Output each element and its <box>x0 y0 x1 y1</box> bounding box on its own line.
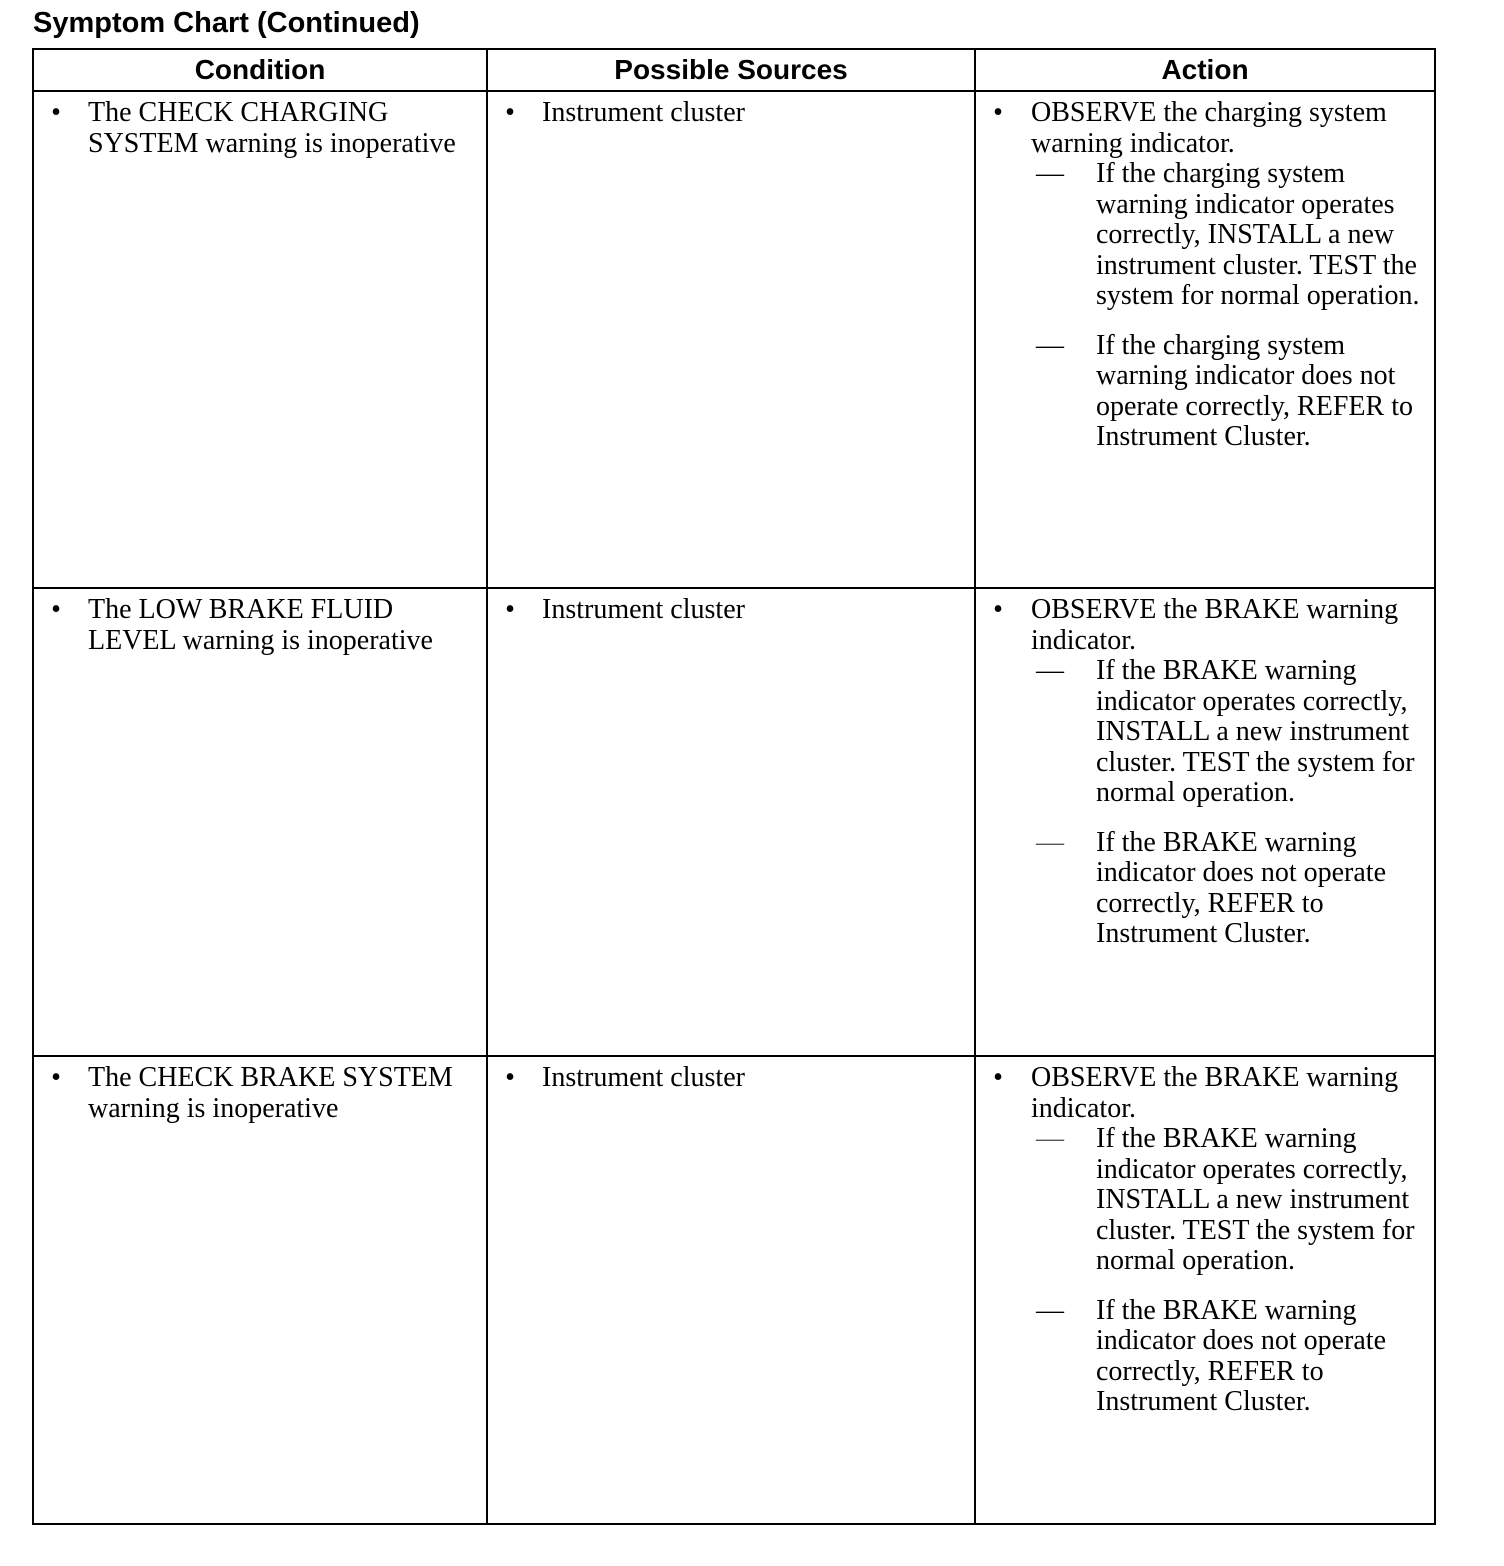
action-main-text: OBSERVE the BRAKE warning indicator. <box>1031 594 1399 656</box>
symptom-chart-table <box>32 48 1436 1525</box>
dash-icon: — <box>1036 826 1064 858</box>
dash-icon: — <box>1036 1294 1064 1326</box>
column-header-action: Action <box>975 49 1435 91</box>
condition-cell <box>33 91 487 588</box>
action-sub-item <box>1036 329 1430 453</box>
action-sub-text: If the charging system warning indicator does not operate correctly, REFER to Instrument Cluster. <box>1096 329 1413 452</box>
action-sub-text: If the BRAKE warning indicator operates correctly, INSTALL a new instrument cluster. TEST the system for normal operation. <box>1096 1123 1415 1276</box>
condition-text: The LOW BRAKE FLUID LEVEL warning is inoperative <box>88 594 433 656</box>
action-sub-list <box>1036 158 1430 453</box>
bullet-icon: • <box>505 594 515 625</box>
bullet-icon: • <box>51 97 61 128</box>
action-sub-item <box>1036 655 1430 809</box>
table-row <box>33 1056 1435 1524</box>
source-cell <box>487 588 975 1056</box>
action-cell <box>975 1056 1435 1524</box>
action-sub-item <box>1036 826 1430 950</box>
action-sub-item <box>1036 158 1430 312</box>
action-sub-text: If the BRAKE warning indicator operates correctly, INSTALL a new instrument cluster. TEST the system for normal operation. <box>1096 655 1415 808</box>
bullet-icon: • <box>505 97 515 128</box>
action-sub-text: If the BRAKE warning indicator does not operate correctly, REFER to Instrument Cluster. <box>1096 826 1387 949</box>
bullet-icon: • <box>51 1062 61 1093</box>
condition-text: The CHECK BRAKE SYSTEM warning is inoperative <box>88 1062 453 1124</box>
source-cell <box>487 91 975 588</box>
table-header-row <box>33 49 1435 91</box>
action-main-text: OBSERVE the charging system warning indicator. <box>1031 97 1387 159</box>
action-sub-text: If the BRAKE warning indicator does not operate correctly, REFER to Instrument Cluster. <box>1096 1294 1387 1417</box>
dash-icon: — <box>1036 158 1064 189</box>
source-text: Instrument cluster <box>542 594 745 625</box>
action-sub-item <box>1036 1294 1430 1418</box>
source-text: Instrument cluster <box>542 1062 745 1093</box>
source-cell <box>487 1056 975 1524</box>
bullet-icon: • <box>993 97 1003 128</box>
bullet-icon: • <box>51 594 61 625</box>
bullet-icon: • <box>993 1062 1003 1093</box>
column-header-possible-sources: Possible Sources <box>487 49 975 91</box>
dash-icon: — <box>1036 329 1064 361</box>
action-sub-list <box>1036 1123 1430 1418</box>
condition-cell <box>33 1056 487 1524</box>
condition-text: The CHECK CHARGING SYSTEM warning is inoperative <box>88 97 456 159</box>
action-sub-list <box>1036 655 1430 950</box>
action-sub-item <box>1036 1123 1430 1277</box>
dash-icon: — <box>1036 1123 1064 1154</box>
action-cell <box>975 588 1435 1056</box>
action-sub-text: If the charging system warning indicator operates correctly, INSTALL a new instrument cluster. TEST the system for normal operation. <box>1096 158 1420 311</box>
table-row <box>33 588 1435 1056</box>
table-row <box>33 91 1435 588</box>
source-text: Instrument cluster <box>542 97 745 128</box>
bullet-icon: • <box>993 594 1003 625</box>
action-cell <box>975 91 1435 588</box>
dash-icon: — <box>1036 655 1064 686</box>
action-main-text: OBSERVE the BRAKE warning indicator. <box>1031 1062 1399 1124</box>
condition-cell <box>33 588 487 1056</box>
bullet-icon: • <box>505 1062 515 1093</box>
column-header-condition: Condition <box>33 49 487 91</box>
page-title: Symptom Chart (Continued) <box>33 7 420 39</box>
